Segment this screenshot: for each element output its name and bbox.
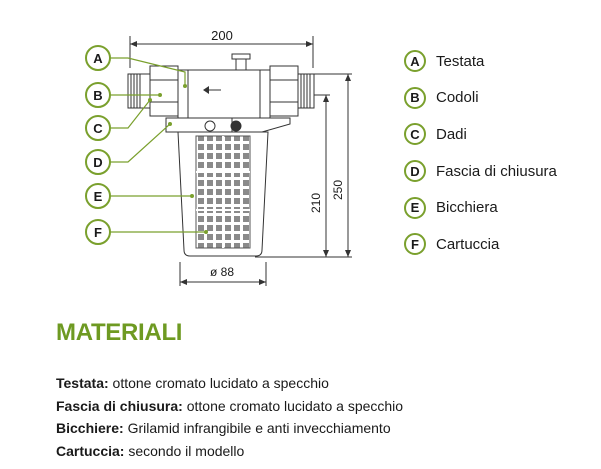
legend-badge: C [404,123,426,145]
legend-label: Codoli [436,89,479,107]
callout-a [86,46,110,70]
legend-badge: F [404,233,426,255]
legend-item-cartuccia [404,226,599,263]
callout-f [86,220,110,244]
dimension-height-210: 210 [309,192,323,214]
callout-c-letter: C [93,121,103,136]
material-line-bicchiere [56,417,596,440]
legend-item-bicchiera [404,189,599,226]
legend-badge: B [404,87,426,109]
material-value: Grilamid infrangibile e anti invecchiamento [123,420,391,436]
dimension-diameter-label: ø 88 [209,265,235,279]
material-line-testata [56,372,596,395]
legend-item-dadi [404,116,599,153]
material-value: secondo il modello [124,442,245,459]
callout-d-letter: D [93,155,103,170]
material-value: ottone cromato lucidato a specchio [108,375,329,391]
legend-item-codoli [404,80,599,117]
material-line-fascia [56,395,596,418]
legend-label: Testata [436,52,485,70]
callout-e-letter: E [93,189,103,204]
material-key: Bicchiere: [56,420,124,436]
legend-label: Cartuccia [436,235,500,253]
callout-f-letter: F [94,225,102,240]
callout-e [86,184,110,208]
material-line-cartuccia [56,440,596,463]
legend-item-testata [404,43,599,80]
callout-b [86,83,110,107]
material-key: Testata: [56,375,109,391]
material-key: Fascia di chiusura: [56,397,183,414]
legend-item-fascia [404,153,599,190]
legend-label: Dadi [436,125,467,143]
legend-label: Fascia di chiusura [436,162,557,180]
legend-badge: A [404,50,426,72]
dimension-width-label: 200 [211,28,233,43]
materials-title: MATERIALI [56,319,183,346]
callout-c [86,116,110,140]
materials-list [56,372,596,462]
dimension-height-250: 250 [331,179,345,201]
callout-d [86,150,110,174]
legend-label: Bicchiera [436,199,498,217]
callout-a-letter: A [93,51,103,66]
material-value: ottone cromato lucidato a specchio [182,397,404,414]
legend-badge: D [404,160,426,182]
callout-b-letter: B [93,88,103,103]
parts-legend [404,43,599,263]
material-key: Cartuccia: [56,442,125,459]
legend-badge: E [404,197,426,219]
